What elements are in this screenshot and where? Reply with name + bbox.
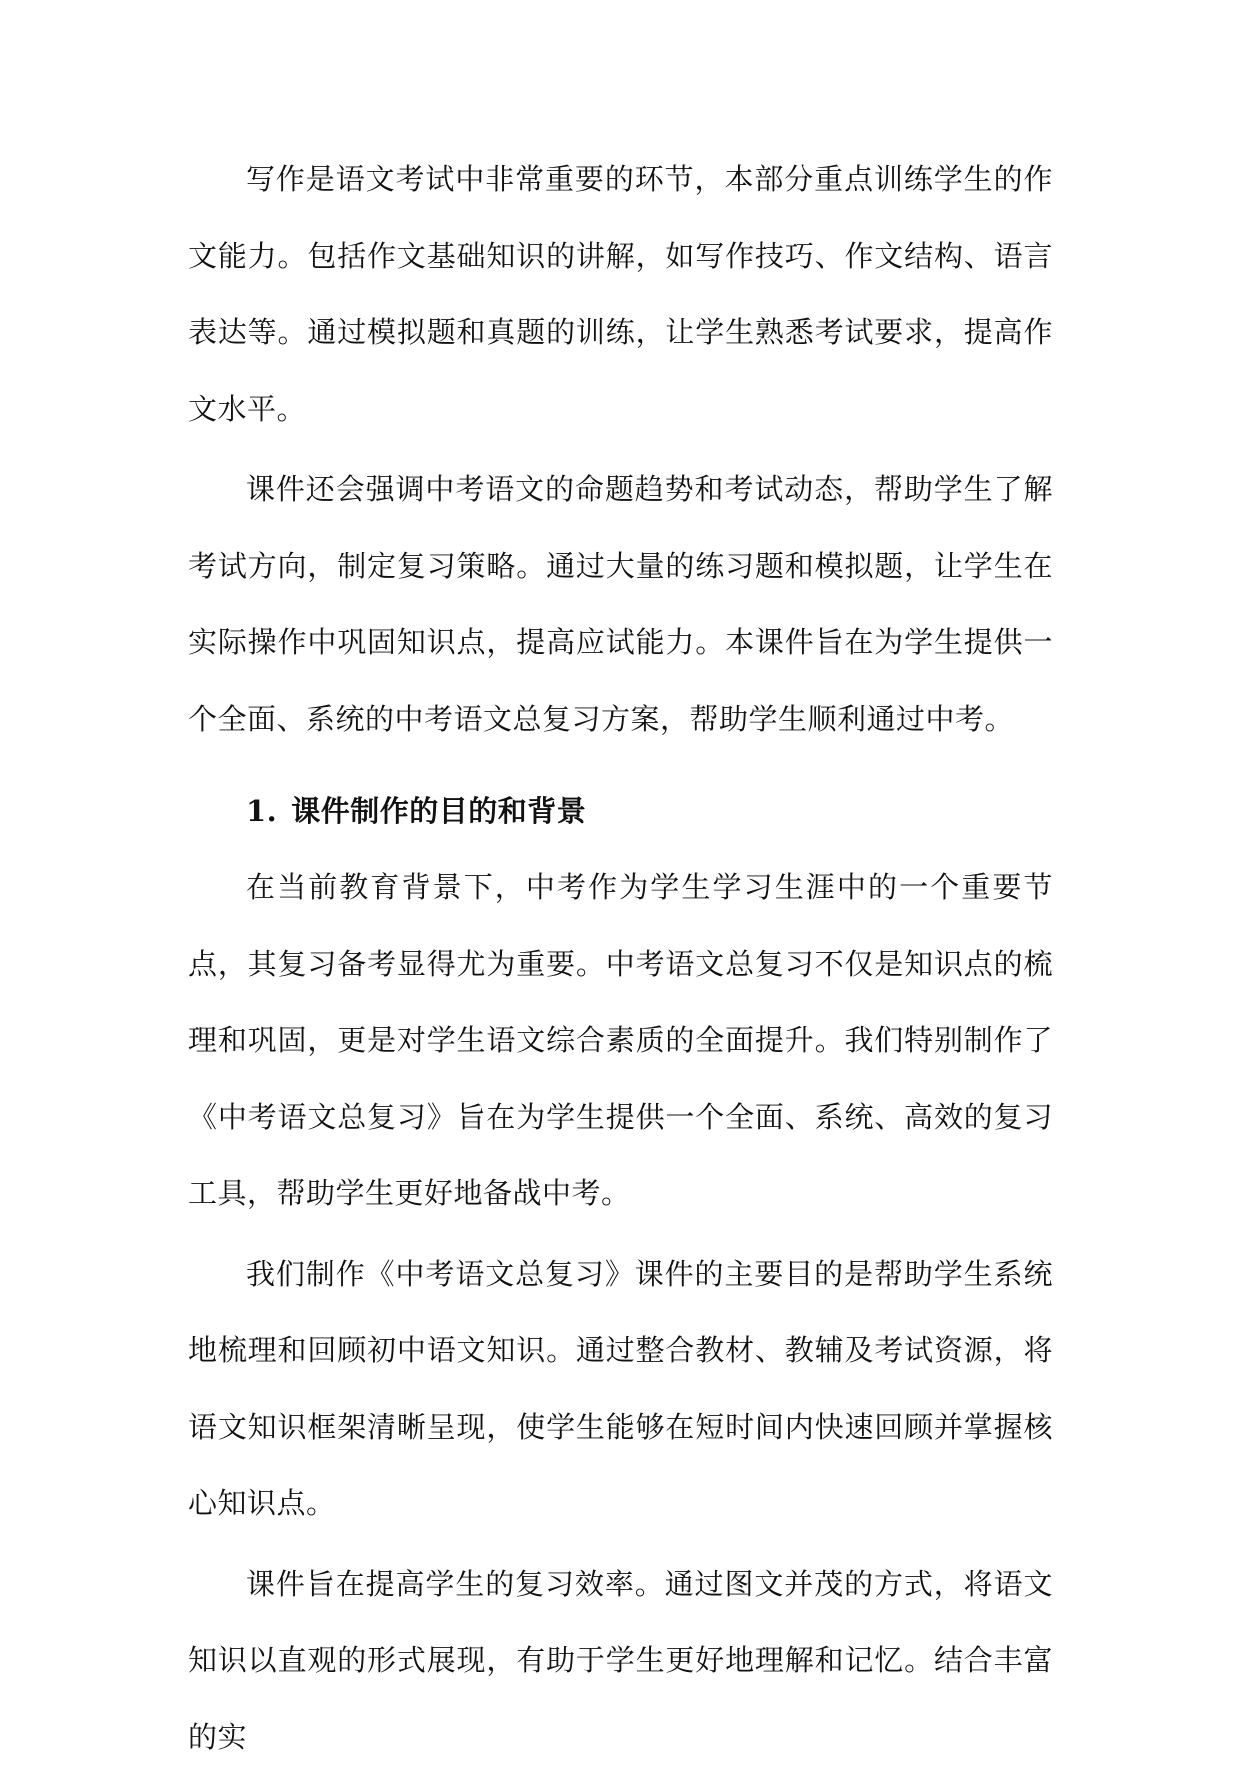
section-number: 1. <box>246 794 277 828</box>
paragraph-writing: 写作是语文考试中非常重要的环节，本部分重点训练学生的作文能力。包括作文基础知识的讲解，如写作技巧、作文结构、语言表达等。通过模拟题和真题的训练，让学生熟悉考试要求，提高作文水平。 <box>188 141 1053 447</box>
section-title: 课件制作的目的和背景 <box>291 794 586 828</box>
document-body <box>188 141 1053 1775</box>
paragraph-background: 在当前教育背景下，中考作为学生学习生涯中的一个重要节点，其复习备考显得尤为重要。中考语文总复习不仅是知识点的梳理和巩固，更是对学生语文综合素质的全面提升。我们特别制作了《中考语文总复习》旨在为学生提供一个全面、系统、高效的复习工具，帮助学生更好地备战中考。 <box>188 849 1053 1232</box>
section-heading <box>188 773 1053 849</box>
paragraph-efficiency: 课件旨在提高学生的复习效率。通过图文并茂的方式，将语文知识以直观的形式展现，有助于学生更好地理解和记忆。结合丰富的实 <box>188 1546 1053 1775</box>
paragraph-trends: 课件还会强调中考语文的命题趋势和考试动态，帮助学生了解考试方向，制定复习策略。通过大量的练习题和模拟题，让学生在实际操作中巩固知识点，提高应试能力。本课件旨在为学生提供一个全面、系统的中考语文总复习方案，帮助学生顺利通过中考。 <box>188 451 1053 757</box>
paragraph-purpose: 我们制作《中考语文总复习》课件的主要目的是帮助学生系统地梳理和回顾初中语文知识。通过整合教材、教辅及考试资源，将语文知识框架清晰呈现，使学生能够在短时间内快速回顾并掌握核心知识点。 <box>188 1236 1053 1542</box>
section-gap <box>188 757 1053 773</box>
